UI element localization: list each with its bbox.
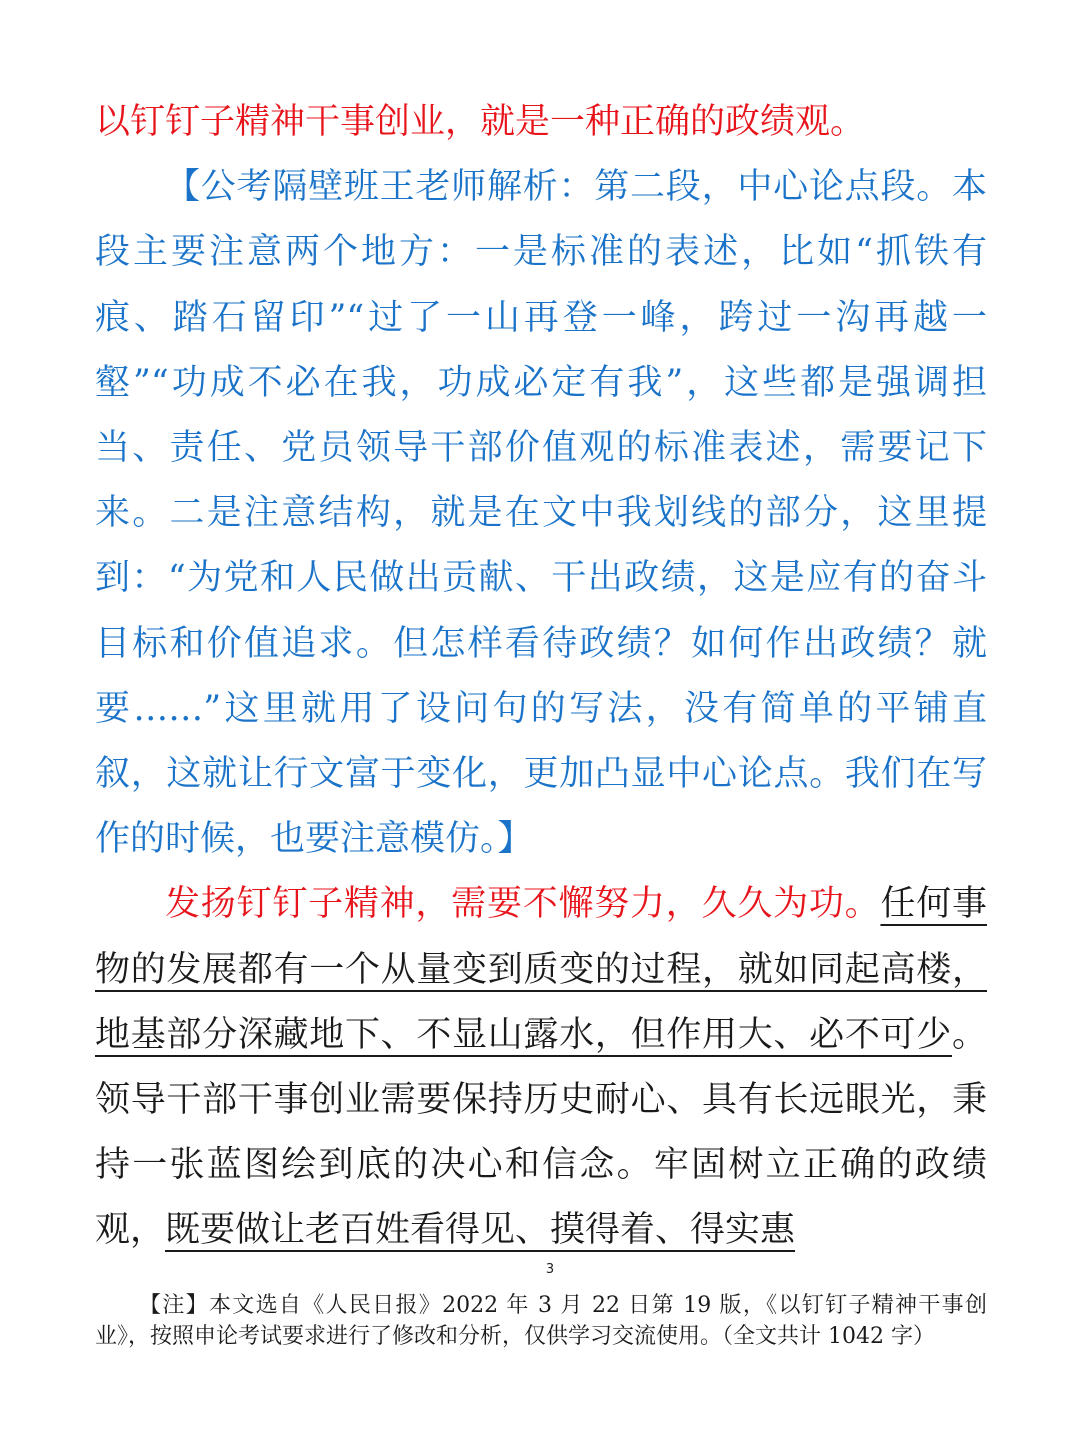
paragraph-teacher-analysis: 【公考隔壁班王老师解析：第二段，中心论点段。本段主要注意两个地方：一是标准的表述，比如“抓铁有痕、踏石留印”“过了一山再登一峰，跨过一沟再越一壑”“功成不必在我，功成必定有我”，这些都是强调担当、责任、党员领导干部价值观的标准表述，需要记下来。二是注意结构，就是在文中我划线的部分，这里提到：“为党和人民做出贡献、干出政绩，这是应有的奋斗目标和价值追求。但怎样看待政绩？如何作出政绩？就要……”这里就用了设问句的写法，没有简单的平铺直叙，这就让行文富于变化，更加凸显中心论点。我们在写作的时候，也要注意模仿。】	[95, 167, 987, 860]
paragraph-central-thesis: 以钉钉子精神干事创业，就是一种正确的政绩观。	[95, 102, 866, 142]
underlined-passage: 任何事物的发展都有一个从量变到质变的过程，就如同起高楼，地基部分深藏地下、不显山露水，但作用大、必不可少	[95, 884, 987, 1055]
footnote-text: 【注】本文选自《人民日报》2022 年 3 月 22 日第 19 版，《以钉钉子精神干事创业》，按照申论考试要求进行了修改和分析，仅供学习交流使用。（全文共计 1042 字）	[95, 1293, 987, 1349]
topic-sentence: 发扬钉钉子精神，需要不懈努力，久久为功。	[165, 884, 881, 925]
article-body	[95, 90, 987, 1264]
underlined-passage: 既要做让老百姓看得见、摸得着、得实惠	[165, 1210, 796, 1251]
page-number: 3	[545, 1262, 555, 1277]
paragraph-body	[95, 872, 987, 1263]
body-text: 。领导干部干事创业需要保持历史耐心、具有长远眼光，秉持一张蓝图绘到底的决心和信念。牢固树立正确的政绩观，	[95, 1014, 987, 1251]
footnote	[95, 1290, 987, 1352]
